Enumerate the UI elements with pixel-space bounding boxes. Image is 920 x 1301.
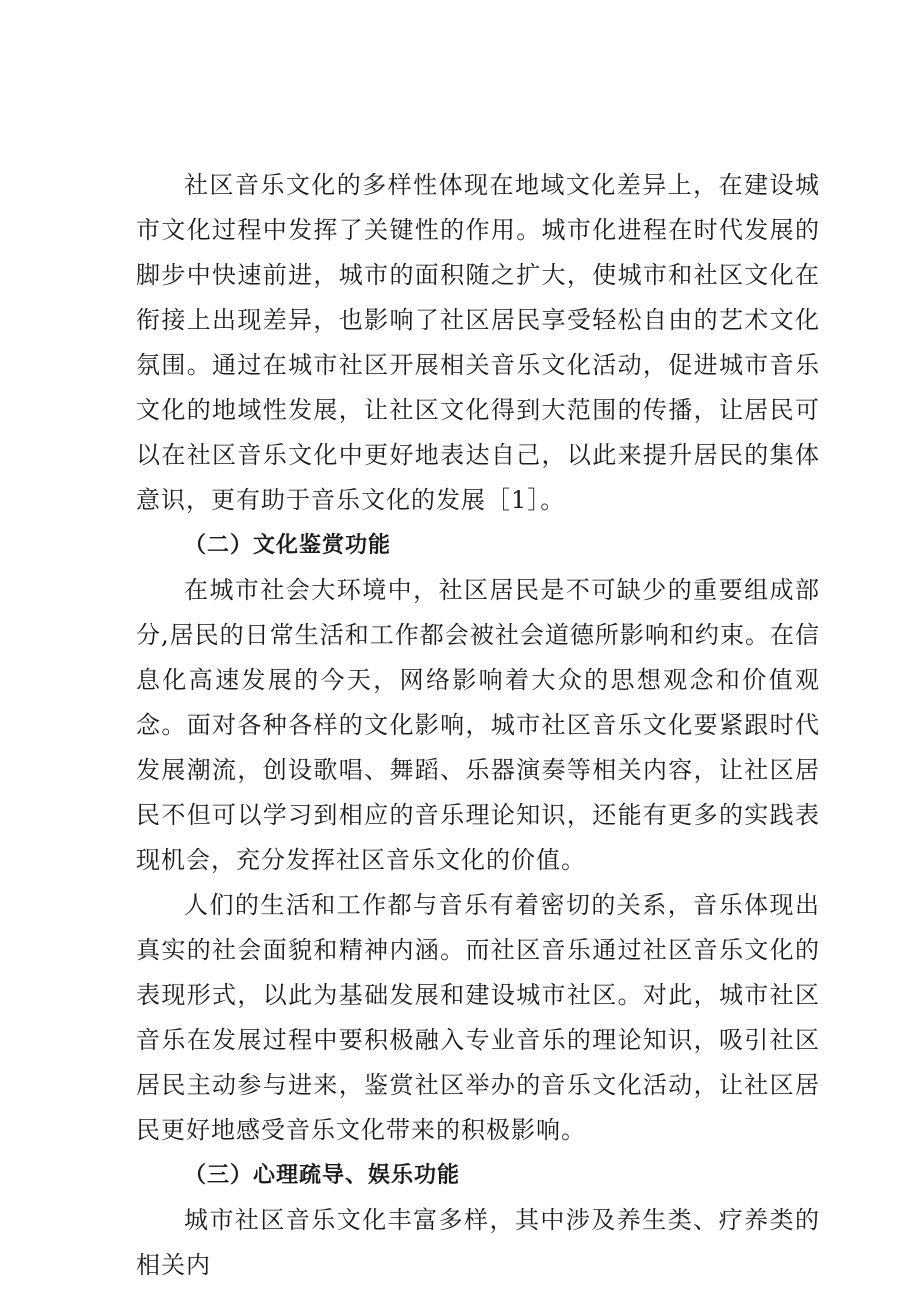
- paragraph-regional-diversity: 社区音乐文化的多样性体现在地域文化差异上，在建设城市文化过程中发挥了关键性的作用。城市化进程在时代发展的脚步中快速前进，城市的面积随之扩大，使城市和社区文化在衔接上出现差异，也影响了社区居民享受轻松自由的艺术文化氛围。通过在城市社区开展相关音乐文化活动，促进城市音乐文化的地域性发展，让社区文化得到大范围的传播，让居民可以在社区音乐文化中更好地表达自己，以此来提升居民的集体意识，更有助于音乐文化的发展［1］。: [136, 171, 820, 514]
- section-heading-psychological-entertainment: （三）心理疏导、娱乐功能: [184, 1163, 461, 1188]
- document-body: [136, 163, 820, 1288]
- section-heading-cultural-appreciation: （二）文化鉴赏功能: [184, 533, 392, 558]
- paragraph-music-variety: 城市社区音乐文化丰富多样，其中涉及养生类、疗养类的相关内: [136, 1206, 820, 1279]
- paragraph-community-residents: 在城市社会大环境中，社区居民是不可缺少的重要组成部分,居民的日常生活和工作都会被社会道德所影响和约束。在信息化高速发展的今天，网络影响着大众的思想观念和价值观念。面对各种各样的文化影响，城市社区音乐文化要紧跟时代发展潮流，创设歌唱、舞蹈、乐器演奏等相关内容，让社区居民不但可以学习到相应的音乐理论知识，还能有更多的实践表现机会，充分发挥社区音乐文化的价值。: [136, 576, 820, 874]
- paragraph-music-and-life: 人们的生活和工作都与音乐有着密切的关系，音乐体现出真实的社会面貌和精神内涵。而社区音乐通过社区音乐文化的表现形式，以此为基础发展和建设城市社区。对此，城市社区音乐在发展过程中要积极融入专业音乐的理论知识，吸引社区居民主动参与进来，鉴赏社区举办的音乐文化活动，让社区居民更好地感受音乐文化带来的积极影响。: [136, 891, 820, 1144]
